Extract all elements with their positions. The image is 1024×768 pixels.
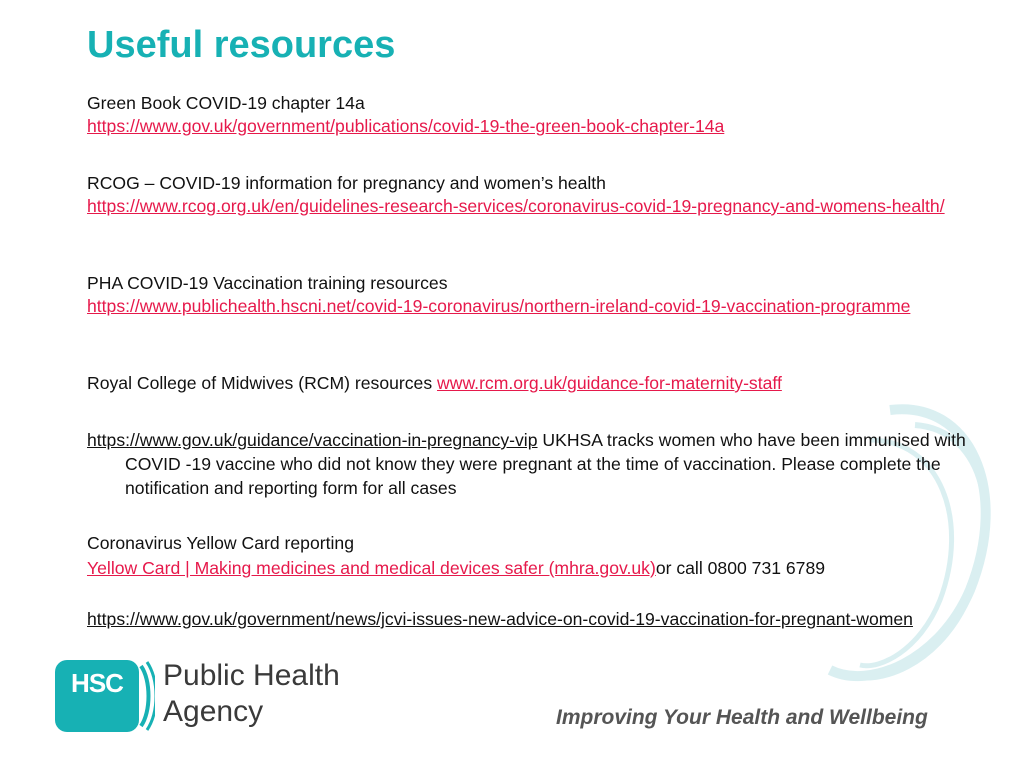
footer	[0, 650, 1024, 768]
organisation-name-line2: Agency	[163, 695, 264, 728]
resource-label: Royal College of Midwives (RCM) resources	[87, 373, 438, 393]
organisation-name-line1: Public Health	[163, 659, 340, 692]
resource-label: RCOG – COVID-19 information for pregnancy and women’s health	[87, 173, 606, 193]
resource-jcvi	[87, 610, 977, 629]
resource-pha-training	[87, 272, 977, 316]
yellow-card-link[interactable]: Yellow Card | Making medicines and medical devices safer (mhra.gov.uk)	[87, 558, 656, 578]
tagline: Improving Your Health and Wellbeing	[556, 706, 928, 729]
resource-rcog	[87, 172, 977, 216]
jcvi-link[interactable]: https://www.gov.uk/government/news/jcvi-issues-new-advice-on-covid-19-vaccination-for-pregnant-women	[87, 609, 913, 629]
organisation-name	[163, 658, 340, 730]
resource-label: PHA COVID-19 Vaccination training resources	[87, 273, 448, 293]
resource-label: Coronavirus Yellow Card reporting	[87, 533, 354, 553]
hsc-logo-text: HSC	[71, 668, 123, 698]
vip-description: UKHSA tracks women who have been immunised with COVID -19 vaccine who did not know they were pregnant at the time of vaccination. Please complete the notification and reporting form for all cases	[125, 430, 966, 498]
resource-label: Green Book COVID-19 chapter 14a	[87, 93, 365, 113]
resource-green-book	[87, 92, 977, 136]
resource-yellow-card	[87, 532, 977, 579]
yellow-card-line	[87, 557, 977, 579]
page-title: Useful resources	[87, 24, 396, 66]
green-book-link[interactable]: https://www.gov.uk/government/publications/covid-19-the-green-book-chapter-14a	[87, 116, 725, 136]
rcm-link[interactable]: www.rcm.org.uk/guidance-for-maternity-staff	[437, 373, 782, 393]
vip-link[interactable]: https://www.gov.uk/guidance/vaccination-in-pregnancy-vip	[87, 430, 538, 450]
resource-rcm	[87, 372, 977, 394]
pha-training-link[interactable]: https://www.publichealth.hscni.net/covid-19-coronavirus/northern-ireland-covid-19-vaccination-programme	[87, 296, 911, 316]
resource-vip	[87, 428, 977, 500]
rcog-link[interactable]: https://www.rcog.org.uk/en/guidelines-research-services/coronavirus-covid-19-pregnancy-and-womens-health/	[87, 196, 945, 216]
yellow-card-phone: or call 0800 731 6789	[655, 558, 826, 578]
